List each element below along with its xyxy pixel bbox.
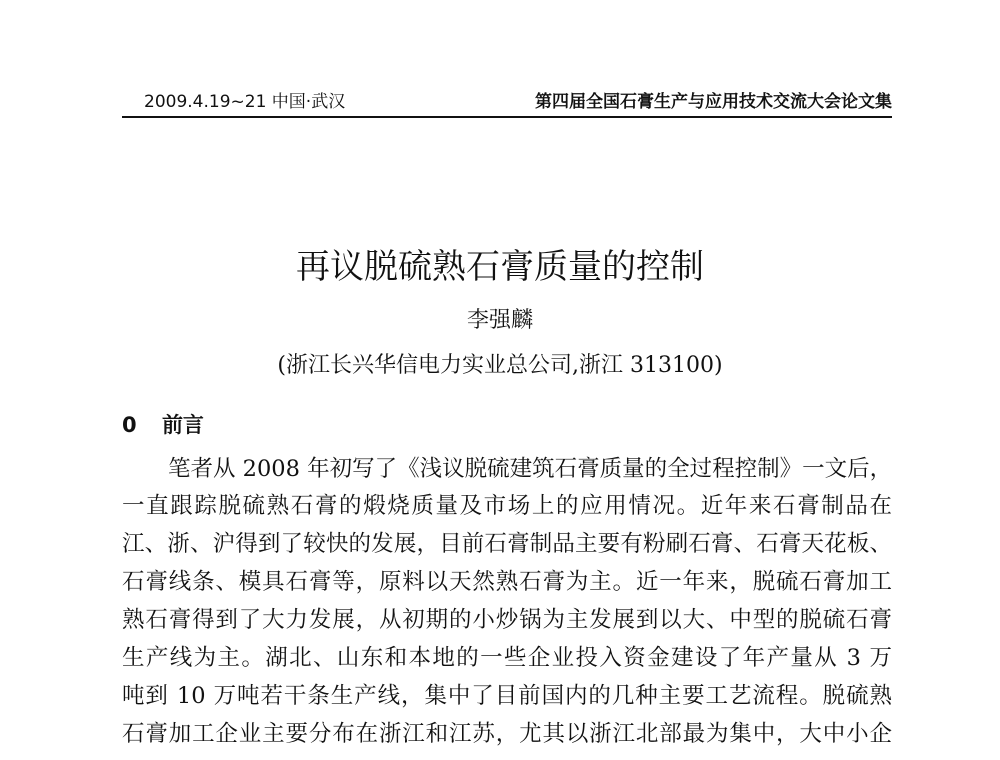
author-affiliation: (浙江长兴华信电力实业总公司,浙江 313100) (277, 353, 723, 378)
header-date-location: 2009.4.19~21 中国·武汉 (144, 92, 346, 112)
section-title: 前言 (161, 413, 204, 437)
paragraph-line: 江、浙、沪得到了较快的发展，目前石膏制品主要有粉刷石膏、石膏天花板、 (122, 531, 892, 557)
paragraph-line: 石膏线条、模具石膏等，原料以天然熟石膏为主。近一年来，脱硫石膏加工 (122, 569, 892, 595)
paragraph-line: 石膏加工企业主要分布在浙江和江苏，尤其以浙江北部最为集中，大中小企 (122, 721, 892, 747)
paragraph-line: 一直跟踪脱硫熟石膏的煅烧质量及市场上的应用情况。近年来石膏制品在 (122, 493, 892, 519)
section-number: 0 (122, 413, 137, 437)
paragraph-line: 吨到 10 万吨若干条生产线，集中了目前国内的几种主要工艺流程。脱硫熟 (122, 683, 892, 709)
running-header (122, 92, 892, 118)
paper-title: 再议脱硫熟石膏质量的控制 (296, 247, 704, 287)
section-heading (122, 411, 204, 439)
paragraph-line: 熟石膏得到了大力发展，从初期的小炒锅为主发展到以大、中型的脱硫石膏 (122, 607, 892, 633)
header-proceedings-title: 第四届全国石膏生产与应用技术交流大会论文集 (535, 92, 892, 112)
paragraph-line: 笔者从 2008 年初写了《浅议脱硫建筑石膏质量的全过程控制》一文后， (168, 456, 893, 482)
paragraph-line: 生产线为主。湖北、山东和本地的一些企业投入资金建设了年产量从 3 万 (122, 645, 892, 671)
author-name: 李强麟 (466, 308, 533, 333)
